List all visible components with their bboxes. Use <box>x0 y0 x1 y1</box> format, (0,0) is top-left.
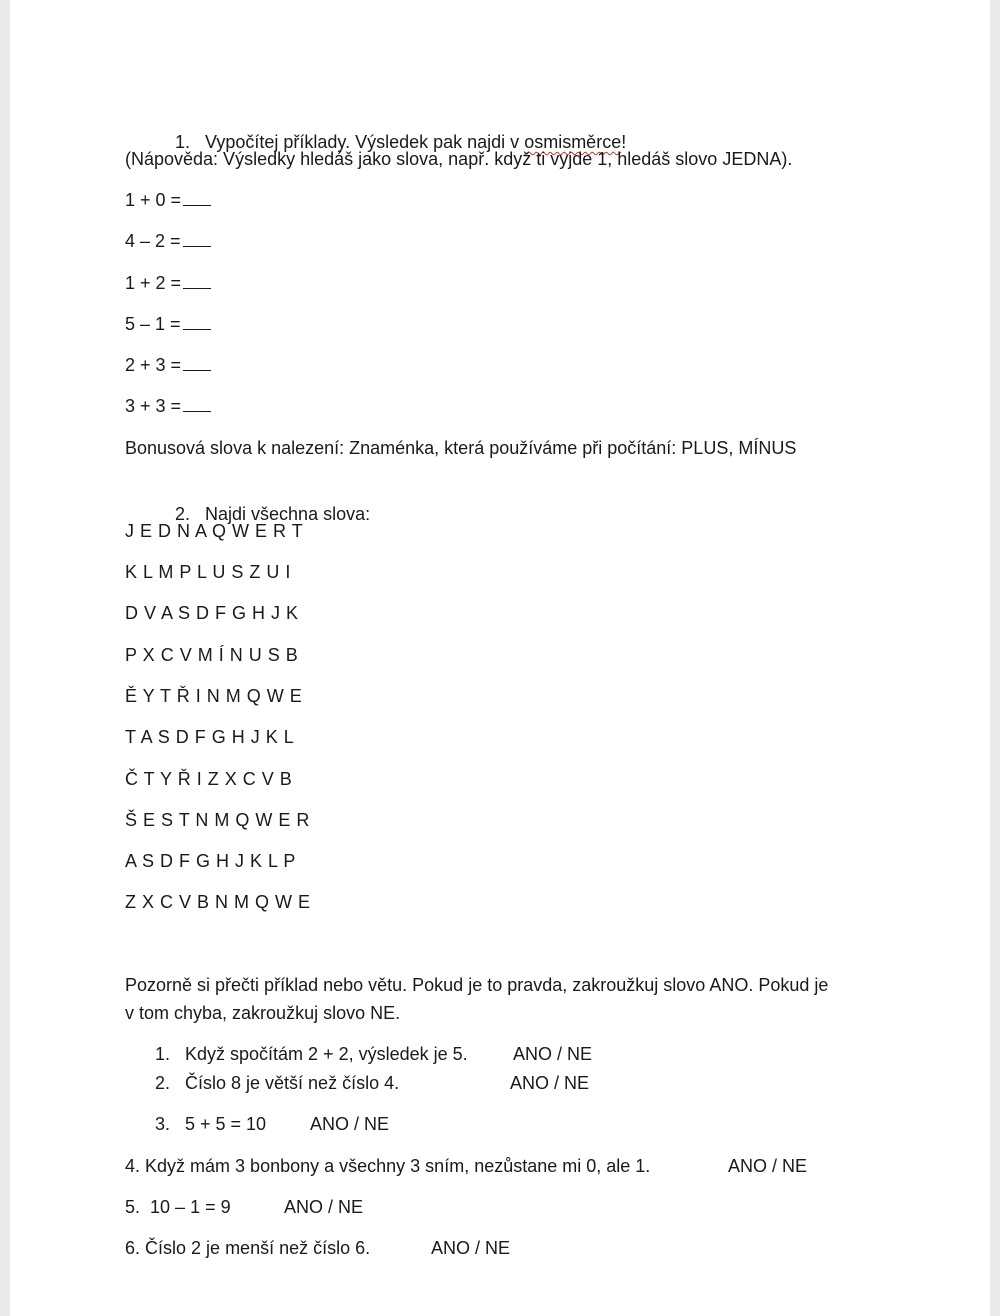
answer-blank-6[interactable] <box>183 395 211 412</box>
statement-5-answer[interactable]: ANO / NE <box>284 1197 364 1217</box>
task3-intro-line-2: v tom chyba, zakroužkuj slovo NE. <box>125 1003 401 1023</box>
statement-2 <box>155 1071 399 1095</box>
statement-5-number: 5. <box>125 1197 141 1217</box>
statement-1-text: Když spočítám 2 + 2, výsledek je 5. <box>185 1044 468 1064</box>
statement-1-answer[interactable]: ANO / NE <box>513 1044 593 1064</box>
problem-2-text: 4 – 2 = <box>125 231 181 251</box>
answer-blank-2[interactable] <box>183 230 211 247</box>
statement-2-number: 2. <box>155 1073 171 1093</box>
grid-row-4: P X C V M Í N U S B <box>125 645 299 665</box>
statement-4-number: 4. <box>125 1156 141 1176</box>
problem-2 <box>125 229 211 253</box>
statement-4-answer[interactable]: ANO / NE <box>728 1156 808 1176</box>
statement-3-text: 5 + 5 = 10 <box>185 1114 267 1134</box>
grid-row-3: D V A S D F G H J K <box>125 603 299 623</box>
statement-6 <box>125 1236 370 1260</box>
problem-4-text: 5 – 1 = <box>125 314 181 334</box>
problem-6-text: 3 + 3 = <box>125 396 182 416</box>
problem-1-text: 1 + 0 = <box>125 190 182 210</box>
statement-3-answer[interactable]: ANO / NE <box>310 1114 390 1134</box>
statement-5-text: 10 – 1 = 9 <box>150 1197 231 1217</box>
problem-3 <box>125 271 211 295</box>
grid-row-7: Č T Y Ř I Z X C V B <box>125 769 293 789</box>
statement-1 <box>155 1042 468 1066</box>
statement-1-number: 1. <box>155 1044 171 1064</box>
problem-4 <box>125 312 211 336</box>
answer-blank-3[interactable] <box>183 272 211 289</box>
problem-5 <box>125 353 211 377</box>
statement-6-number: 6. <box>125 1238 141 1258</box>
problem-6 <box>125 394 211 418</box>
statement-5 <box>125 1195 231 1219</box>
task3-intro-line-1: Pozorně si přečti příklad nebo větu. Pokud je to pravda, zakroužkuj slovo ANO. Pokud je <box>125 975 829 995</box>
grid-row-6: T A S D F G H J K L <box>125 727 295 747</box>
answer-blank-5[interactable] <box>183 354 211 371</box>
task2-title: Najdi všechna slova: <box>205 504 371 524</box>
statement-2-answer[interactable]: ANO / NE <box>510 1073 590 1093</box>
statement-6-text: Číslo 2 je menší než číslo 6. <box>145 1238 371 1258</box>
document-page <box>10 0 990 1316</box>
problem-1 <box>125 188 211 212</box>
statement-2-text: Číslo 8 je větší než číslo 4. <box>185 1073 400 1093</box>
statement-4-text: Když mám 3 bonbony a všechny 3 sním, nezůstane mi 0, ale 1. <box>145 1156 651 1176</box>
problem-3-text: 1 + 2 = <box>125 273 182 293</box>
answer-blank-4[interactable] <box>183 313 211 330</box>
statement-4 <box>125 1154 650 1178</box>
problem-5-text: 2 + 3 = <box>125 355 182 375</box>
grid-row-2: K L M P L U S Z U I <box>125 562 291 582</box>
task1-text-after: ! <box>621 132 627 152</box>
task1-hint: (Nápověda: Výsledky hledáš jako slova, např. když ti vyjde 1, hledáš slovo JEDNA). <box>125 149 793 169</box>
grid-row-8: Š E S T N M Q W E R <box>125 810 310 830</box>
statement-6-answer[interactable]: ANO / NE <box>431 1238 511 1258</box>
grid-row-10: Z X C V B N M Q W E <box>125 892 311 912</box>
statement-3 <box>155 1112 266 1136</box>
task1-misspelled-word: osmisměrce <box>524 132 622 152</box>
grid-row-9: A S D F G H J K L P <box>125 851 296 871</box>
task1-text-before: Vypočítej příklady. Výsledek pak najdi v <box>205 132 525 152</box>
task1-number: 1. <box>175 132 191 152</box>
grid-row-5: Ě Y T Ř I N M Q W E <box>125 686 303 706</box>
task2-number: 2. <box>175 504 191 524</box>
answer-blank-1[interactable] <box>183 189 211 206</box>
statement-3-number: 3. <box>155 1114 171 1134</box>
bonus-words: Bonusová slova k nalezení: Znaménka, která používáme při počítání: PLUS, MÍNUS <box>125 438 797 458</box>
grid-row-1: J E D N A Q W E R T <box>125 521 304 541</box>
